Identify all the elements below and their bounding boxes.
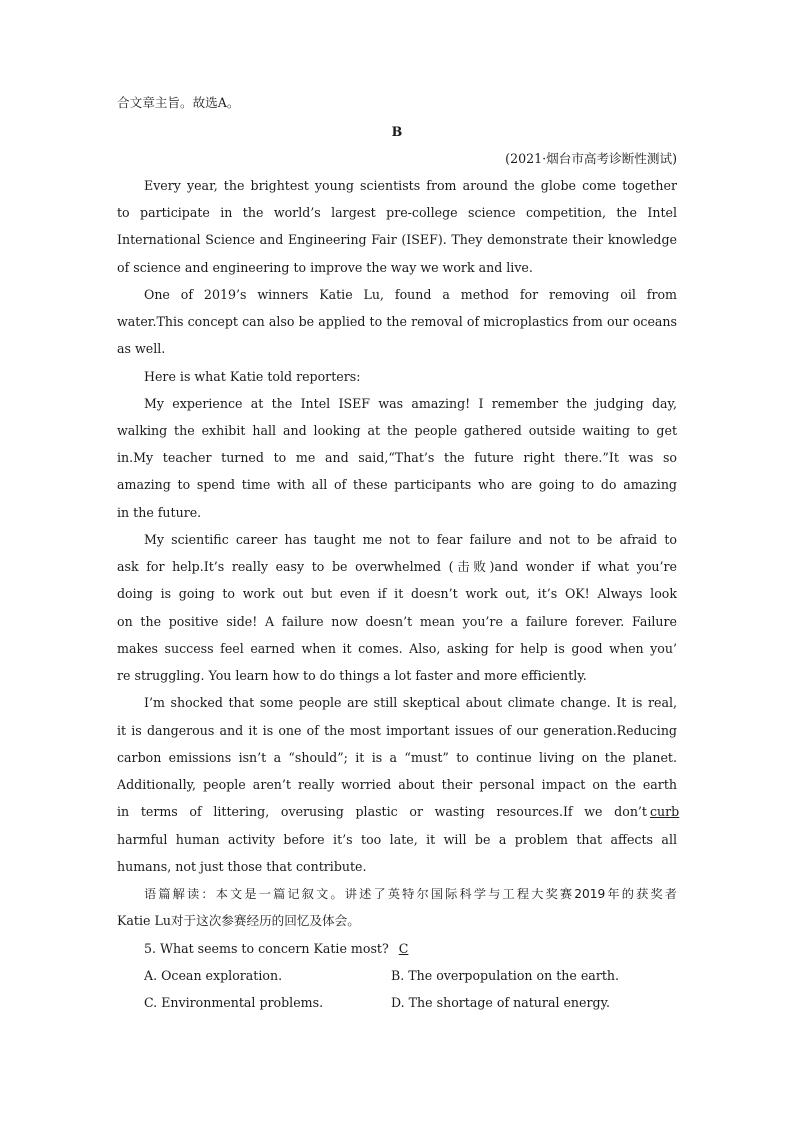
passage-line: in terms of littering, overusing plastic or wasting resources.If we don’t	[117, 804, 647, 819]
passage-line: in.My teacher turned to me and said,“That’s the future right there.”It was so	[117, 450, 677, 465]
question-stem-row	[144, 940, 677, 958]
passage-line: International Science and Engineering Fair (ISEF). They demonstrate their knowledge	[117, 232, 677, 247]
passage-line: Every year, the brightest young scientists from around the globe come together	[144, 178, 677, 193]
passage-line: re struggling. You learn how to do things a lot faster and more efficiently.	[117, 668, 587, 683]
passage-line: walking the exhibit hall and looking at the people gathered outside waiting to get	[117, 423, 677, 438]
passage-line: water.This concept can also be applied to the removal of microplastics from our oceans	[117, 314, 677, 329]
passage-line: humans, not just those that contribute.	[117, 859, 367, 874]
passage-line: I’m shocked that some people are still skeptical about climate change. It is real,	[144, 695, 677, 710]
option-b: B. The overpopulation on the earth.	[391, 968, 620, 983]
option-c: C. Environmental problems.	[144, 995, 324, 1010]
passage-line: carbon emissions isn’t a “should”; it is a “must” to continue living on the planet.	[117, 750, 677, 765]
answer-blank: C	[398, 941, 409, 956]
passage-line: it is dangerous and it is one of the most important issues of our generation.Reducing	[117, 723, 677, 738]
section-letter: B	[391, 124, 403, 139]
passage-line: makes success feel earned when it comes. Also, asking for help is good when you’	[117, 641, 677, 656]
passage-line: in the future.	[117, 505, 202, 520]
passage-line: of science and engineering to improve the way we work and live.	[117, 260, 533, 275]
passage-line: to participate in the world’s largest pre-college science competition, the Intel	[117, 205, 677, 220]
passage-line: My scientific career has taught me not to fear failure and not to be afraid to	[144, 532, 677, 547]
passage-line: amazing to spend time with all of these participants who are going to do amazing	[117, 477, 677, 492]
analysis-line: 语篇解读：本文是一篇记叙文。讲述了英特尔国际科学与工程大奖赛2019年的获奖者	[144, 887, 677, 901]
analysis-line: Katie Lu对于这次参赛经历的回忆及体会。	[117, 913, 360, 928]
passage-line: Here is what Katie told reporters:	[144, 369, 361, 384]
passage-line: One of 2019’s winners Katie Lu, found a method for removing oil from	[144, 287, 677, 302]
passage-line: ask for help.It’s really easy to be overwhelmed (击败)and wonder if what you’re	[117, 559, 677, 574]
option-a: A. Ocean exploration.	[144, 968, 283, 983]
underlined-word: curb	[650, 804, 680, 819]
passage-line: doing is going to work out but even if it doesn’t work out, it’s OK! Always look	[117, 586, 677, 601]
option-d: D. The shortage of natural energy.	[391, 995, 611, 1010]
question-stem: 5. What seems to concern Katie most?	[144, 941, 389, 956]
lead-line: 合文章主旨。故选A。	[117, 95, 240, 110]
passage-line: Additionally, people aren’t really worried about their personal impact on the earth	[117, 777, 677, 792]
source-note: (2021·烟台市高考诊断性测试)	[505, 151, 677, 166]
passage-line: My experience at the Intel ISEF was amazing! I remember the judging day,	[144, 396, 677, 411]
passage-line: harmful human activity before it’s too late, it will be a problem that affects all	[117, 832, 677, 847]
passage-line: as well.	[117, 341, 166, 356]
passage-line: on the positive side! A failure now doesn’t mean you’re a failure forever. Failure	[117, 614, 677, 629]
